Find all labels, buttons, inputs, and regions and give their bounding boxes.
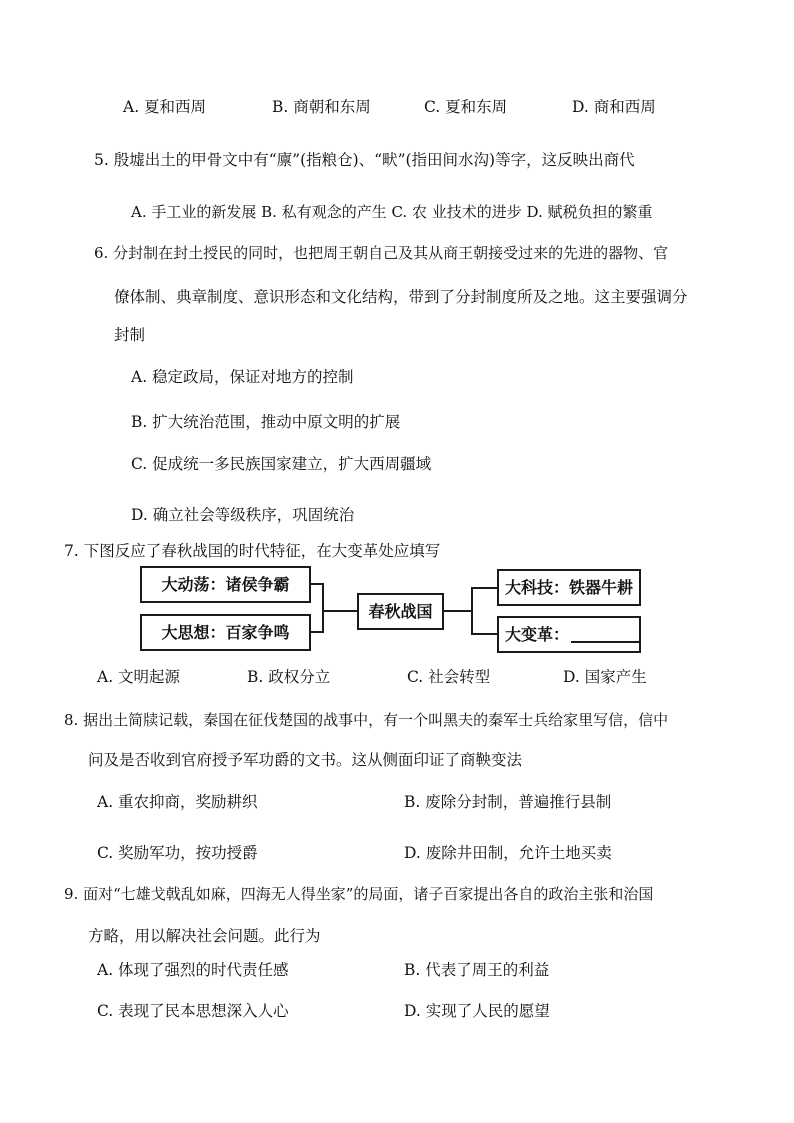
q7-option-d: D. 国家产生 [563, 668, 647, 686]
q6-option-d: D. 确立社会等级秩序，巩固统治 [131, 506, 355, 524]
q7-option-a: A. 文明起源 [97, 668, 181, 686]
diagram-box-technology: 大科技：铁器牛耕 [497, 569, 641, 606]
q4-option-d: D. 商和西周 [572, 98, 656, 116]
q6-option-a: A. 稳定政局，保证对地方的控制 [131, 368, 354, 386]
connector-line [444, 610, 472, 612]
q6-stem-line1: 6. 分封制在封土授民的同时，也把周王朝自己及其从商王朝接受过来的先进的器物、官 [94, 244, 669, 262]
q5-stem: 5. 殷墟出土的甲骨文中有“廪”(指粮仓)、“畎”(指田间水沟)等字，这反映出商代 [94, 151, 635, 169]
answer-blank [571, 627, 639, 643]
q9-option-c: C. 表现了民本思想深入人心 [97, 1002, 289, 1020]
q7-stem: 7. 下图反应了春秋战国的时代特征，在大变革处应填写 [64, 542, 441, 560]
diagram-box-center: 春秋战国 [357, 593, 444, 630]
q9-stem-line1: 9. 面对“七雄戈戟乱如麻，四海无人得坐家”的局面，诸子百家提出各自的政治主张和治国 [64, 885, 654, 903]
diagram-box-thought: 大思想：百家争鸣 [140, 614, 311, 651]
q8-option-b: B. 废除分封制，普遍推行县制 [404, 793, 612, 811]
q8-option-a: A. 重农抑商，奖励耕织 [97, 793, 258, 811]
q6-stem-line2: 僚体制、典章制度、意识形态和文化结构，带到了分封制度所及之地。这主要强调分 [114, 288, 688, 306]
q7-option-b: B. 政权分立 [247, 668, 331, 686]
connector-line [471, 587, 473, 635]
connector-line [471, 587, 497, 589]
q7-option-c: C. 社会转型 [407, 668, 491, 686]
q6-stem-line3: 封制 [114, 326, 146, 344]
diagram-box-turmoil: 大动荡：诸侯争霸 [140, 566, 311, 603]
q8-option-c: C. 奖励军功，按功授爵 [97, 844, 258, 862]
q4-option-a: A. 夏和西周 [123, 98, 207, 116]
q4-option-c: C. 夏和东周 [424, 98, 508, 116]
q5-options: A. 手工业的新发展 B. 私有观念的产生 C. 农 业技术的进步 D. 赋税负担的繁重 [131, 203, 653, 221]
q4-option-b: B. 商朝和东周 [272, 98, 371, 116]
q8-option-d: D. 废除井田制，允许土地买卖 [404, 844, 612, 862]
diagram-box-transformation-label: 大变革： [505, 624, 570, 644]
diagram-box-transformation [497, 616, 641, 653]
connector-line [322, 583, 324, 633]
q8-stem-line1: 8. 据出土简牍记载，秦国在征伐楚国的战事中，有一个叫黑夫的秦军士兵给家里写信，信中 [64, 711, 669, 729]
q9-option-a: A. 体现了强烈的时代责任感 [97, 961, 289, 979]
q8-stem-line2: 问及是否收到官府授予军功爵的文书。这从侧面印证了商鞅变法 [88, 751, 523, 769]
connector-line [322, 610, 357, 612]
q6-option-c: C. 促成统一多民族国家建立，扩大西周疆域 [131, 455, 432, 473]
connector-line [471, 633, 497, 635]
q9-option-d: D. 实现了人民的愿望 [404, 1002, 550, 1020]
q9-option-b: B. 代表了周王的利益 [404, 961, 550, 979]
q6-option-b: B. 扩大统治范围，推动中原文明的扩展 [131, 413, 401, 431]
q9-stem-line2: 方略，用以解决社会问题。此行为 [88, 927, 321, 945]
